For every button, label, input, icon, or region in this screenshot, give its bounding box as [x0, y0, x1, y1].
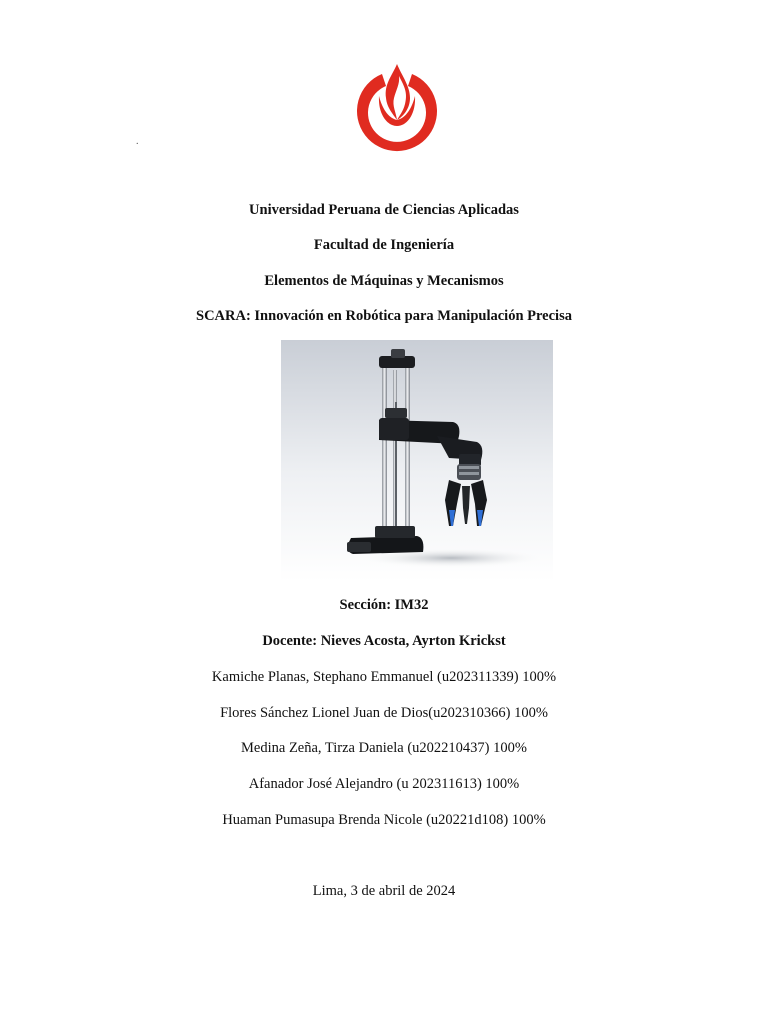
place-date: Lima, 3 de abril de 2024: [312, 883, 456, 899]
member-item: Kamiche Planas, Stephano Emmanuel (u202311339) 100%: [211, 669, 557, 685]
university-name: Universidad Peruana de Ciencias Aplicadas: [249, 202, 519, 218]
member-item: Flores Sánchez Lionel Juan de Dios(u202310366) 100%: [220, 705, 548, 721]
document-title: SCARA: Innovación en Robótica para Manipulación Precisa: [196, 308, 572, 324]
member-item: Huaman Pumasupa Brenda Nicole (u20221d108) 100%: [222, 812, 546, 828]
scara-robot-render-icon: [281, 340, 553, 582]
member-item: Afanador José Alejandro (u 202311613) 100%: [248, 776, 520, 792]
stray-mark: .: [136, 136, 139, 147]
teacher-label: Docente: Nieves Acosta, Ayrton Krickst: [262, 633, 506, 649]
course-name: Elementos de Máquinas y Mecanismos: [264, 273, 504, 289]
member-item: Medina Zeña, Tirza Daniela (u202210437) 100%: [241, 740, 527, 756]
section-label: Sección: IM32: [339, 597, 429, 613]
faculty-name: Facultad de Ingeniería: [313, 237, 455, 253]
upc-flame-logo-icon: [352, 62, 442, 152]
